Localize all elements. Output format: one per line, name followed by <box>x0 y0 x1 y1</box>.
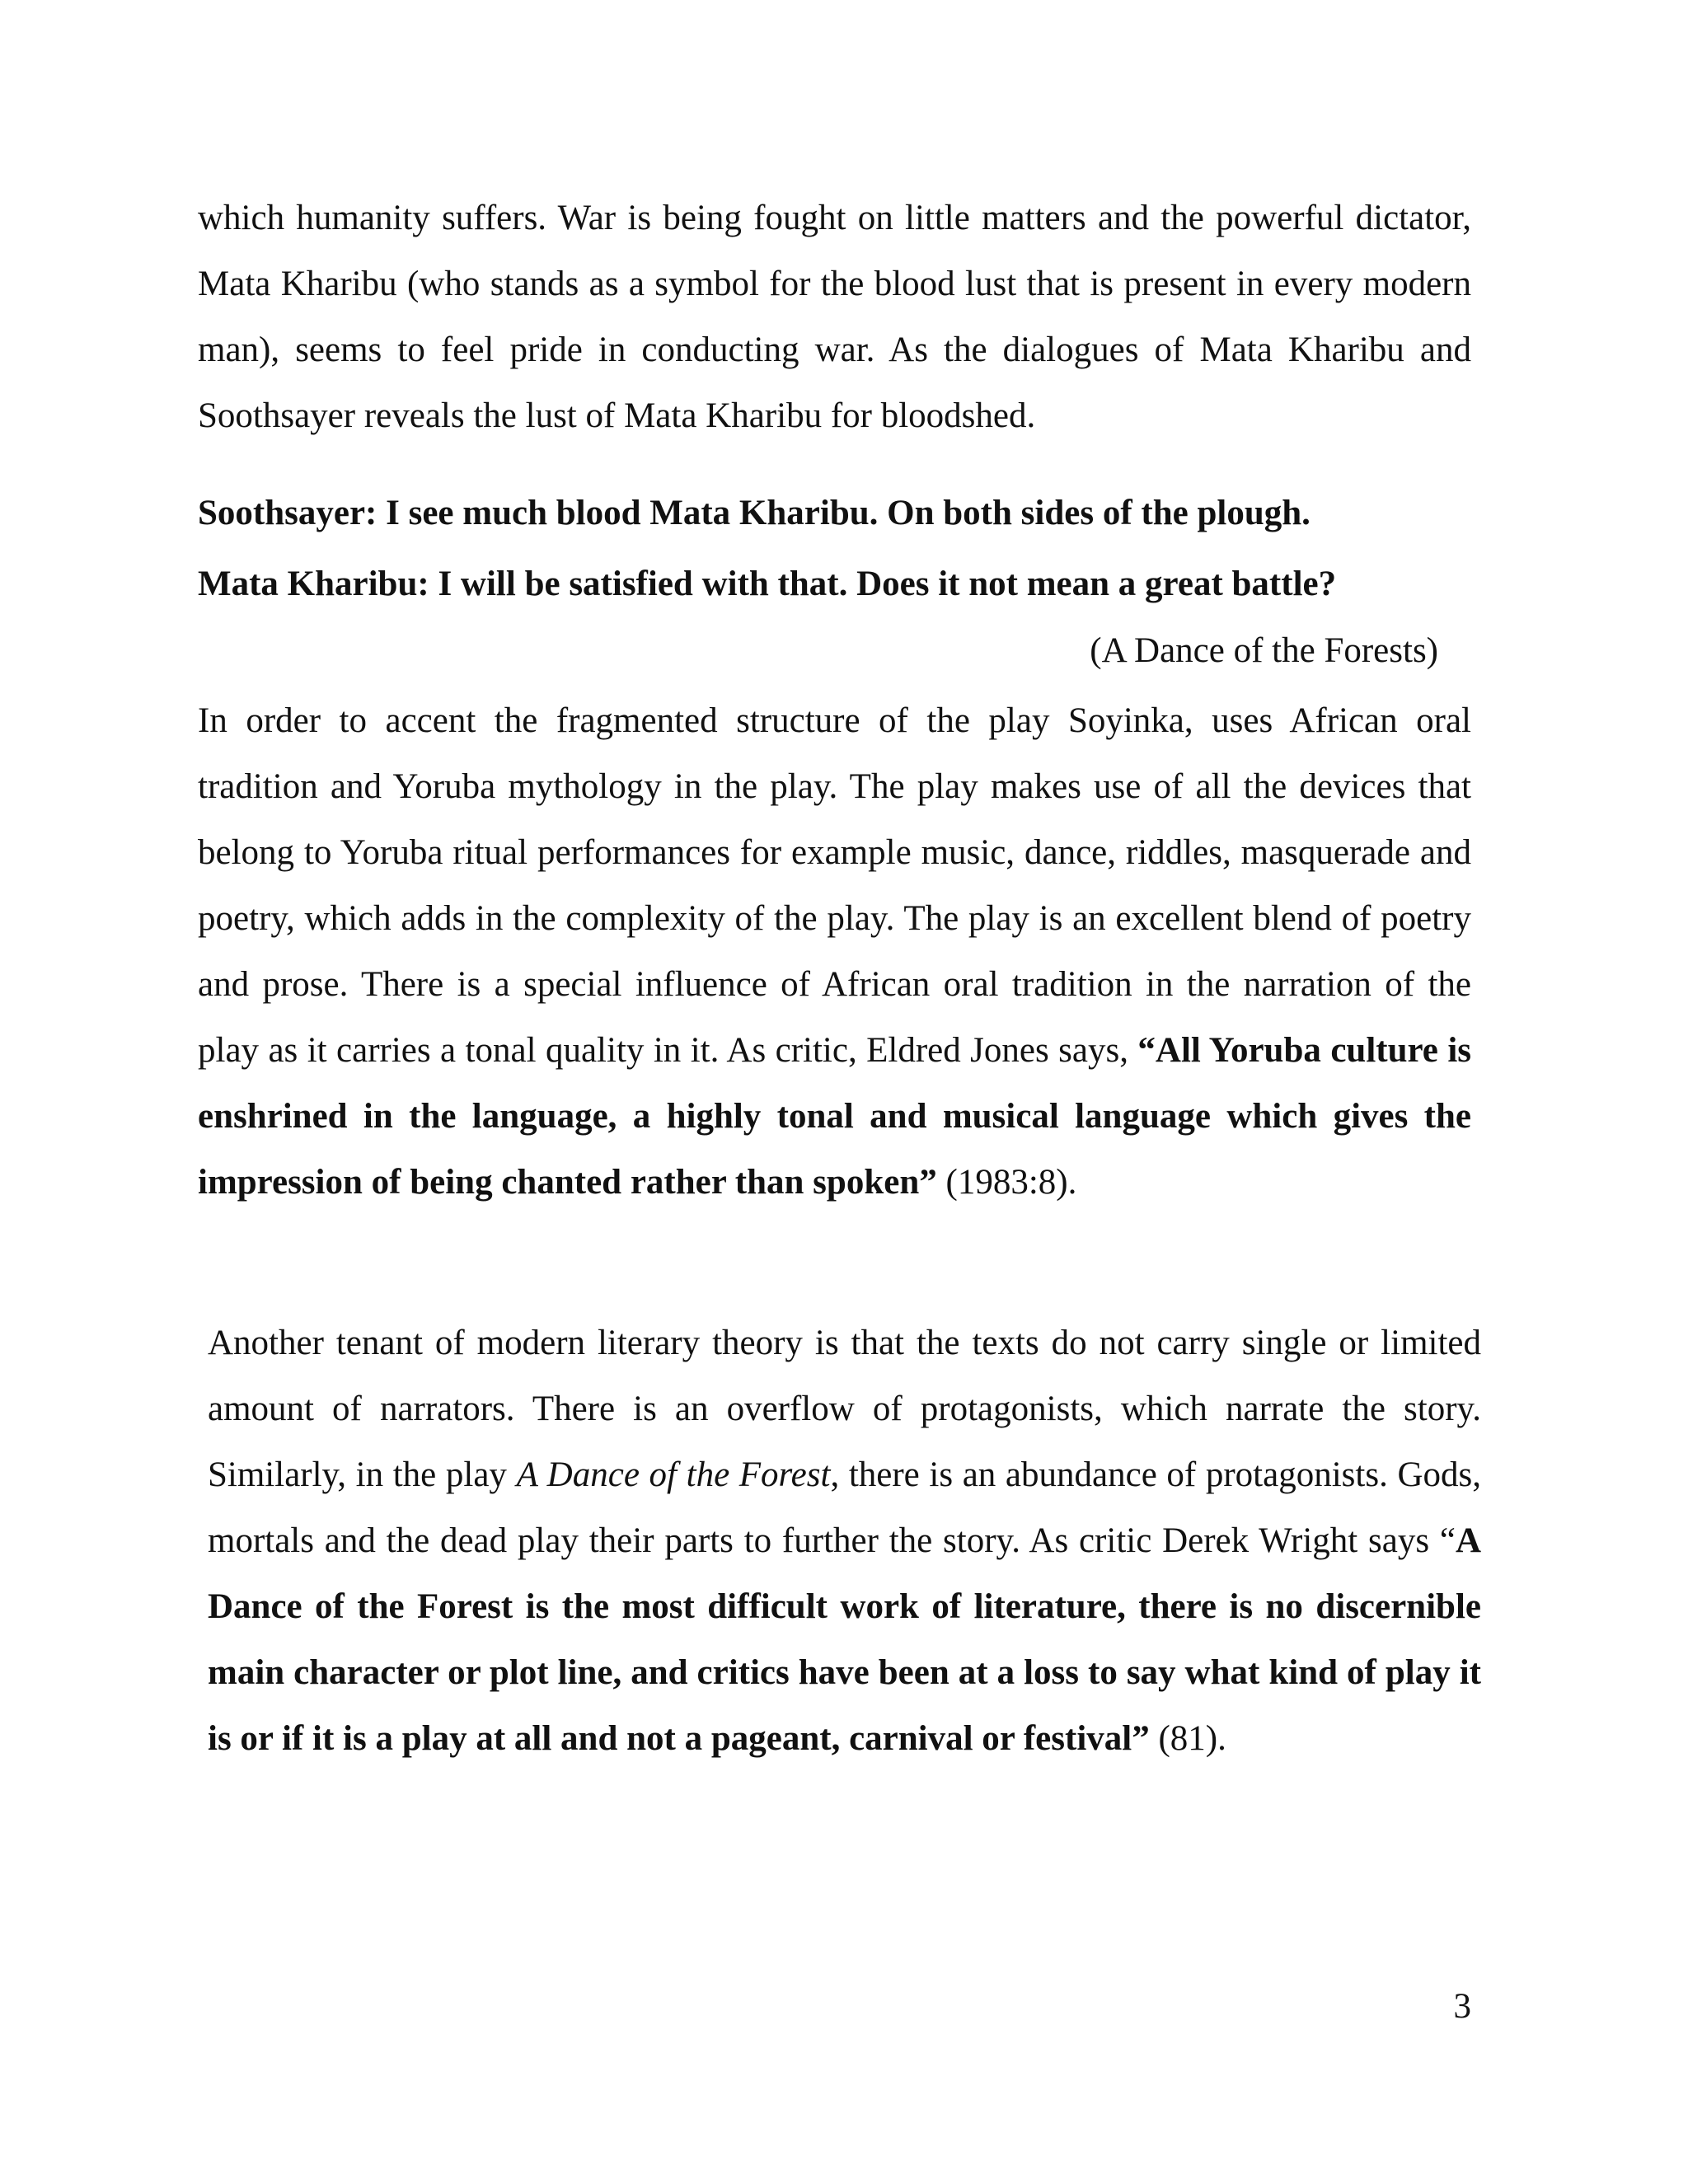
paragraph1-text: which humanity suffers. War is being fought on little matters and the powerful dictator, Mata Kharibu (who stands as a symbol for the blood lust that is present in every modern man), seems to feel pride in conducting war. As the dialogues of Mata Kharibu and Soothsayer reveals the lust of Mata Kharibu for bloodshed. <box>198 199 1471 435</box>
paragraph-oral-tradition <box>198 688 1471 1216</box>
page-number: 3 <box>1453 1987 1471 2026</box>
paragraph2-text: In order to accent the fragmented structure of the play Soyinka, uses African oral tradition and Yoruba mythology in the play. The play makes use of all the devices that belong to Yoruba ritual performances for example music, dance, riddles, masquerade and poetry, which adds in the complexity of the play. The play is an excellent blend of poetry and prose. There is a special influence of African oral tradition in the narration of the play as it carries a tonal quality in it. As critic, Eldred Jones says, <box>198 701 1471 1070</box>
paragraph3-text-start: Another tenant of modern literary theory is that the texts do not carry single or limited amount of narrators. There is an overflow of protagonists, which narrate the story. Similarly, in the play <box>208 1324 1481 1494</box>
eldred-jones-quote: “All Yoruba culture is enshrined in the language, a highly tonal and musical language which gives the impression of being chanted rather than spoken” <box>198 1031 1472 1202</box>
play-title: A Dance of the Forest <box>516 1455 831 1494</box>
dialogue-soothsayer-line: Soothsayer: I see much blood Mata Kharibu. On both sides of the plough. <box>198 494 1311 532</box>
eldred-jones-reference: (1983:8). <box>936 1163 1077 1202</box>
dialogue-block <box>198 478 1471 620</box>
paragraph-protagonists <box>198 1310 1481 1772</box>
paragraph3-text-middle: , there is an abundance of protagonists. Gods, mortals and the dead play their parts to further the story. As critic Derek Wright says “ <box>208 1455 1481 1560</box>
derek-wright-reference: (81). <box>1149 1719 1226 1758</box>
dialogue-citation: (A Dance of the Forests) <box>1090 631 1438 670</box>
paragraph-war-and-bloodlust <box>198 185 1471 449</box>
derek-wright-quote: A Dance of the Forest is the most difficult work of literature, there is no discernible main character or plot line, and critics have been at a loss to say what kind of play it is or if it is a play at all and not a pageant, carnival or festival” <box>208 1521 1481 1758</box>
dialogue-mata-kharibu-line: Mata Kharibu: I will be satisfied with that. Does it not mean a great battle? <box>198 565 1337 603</box>
